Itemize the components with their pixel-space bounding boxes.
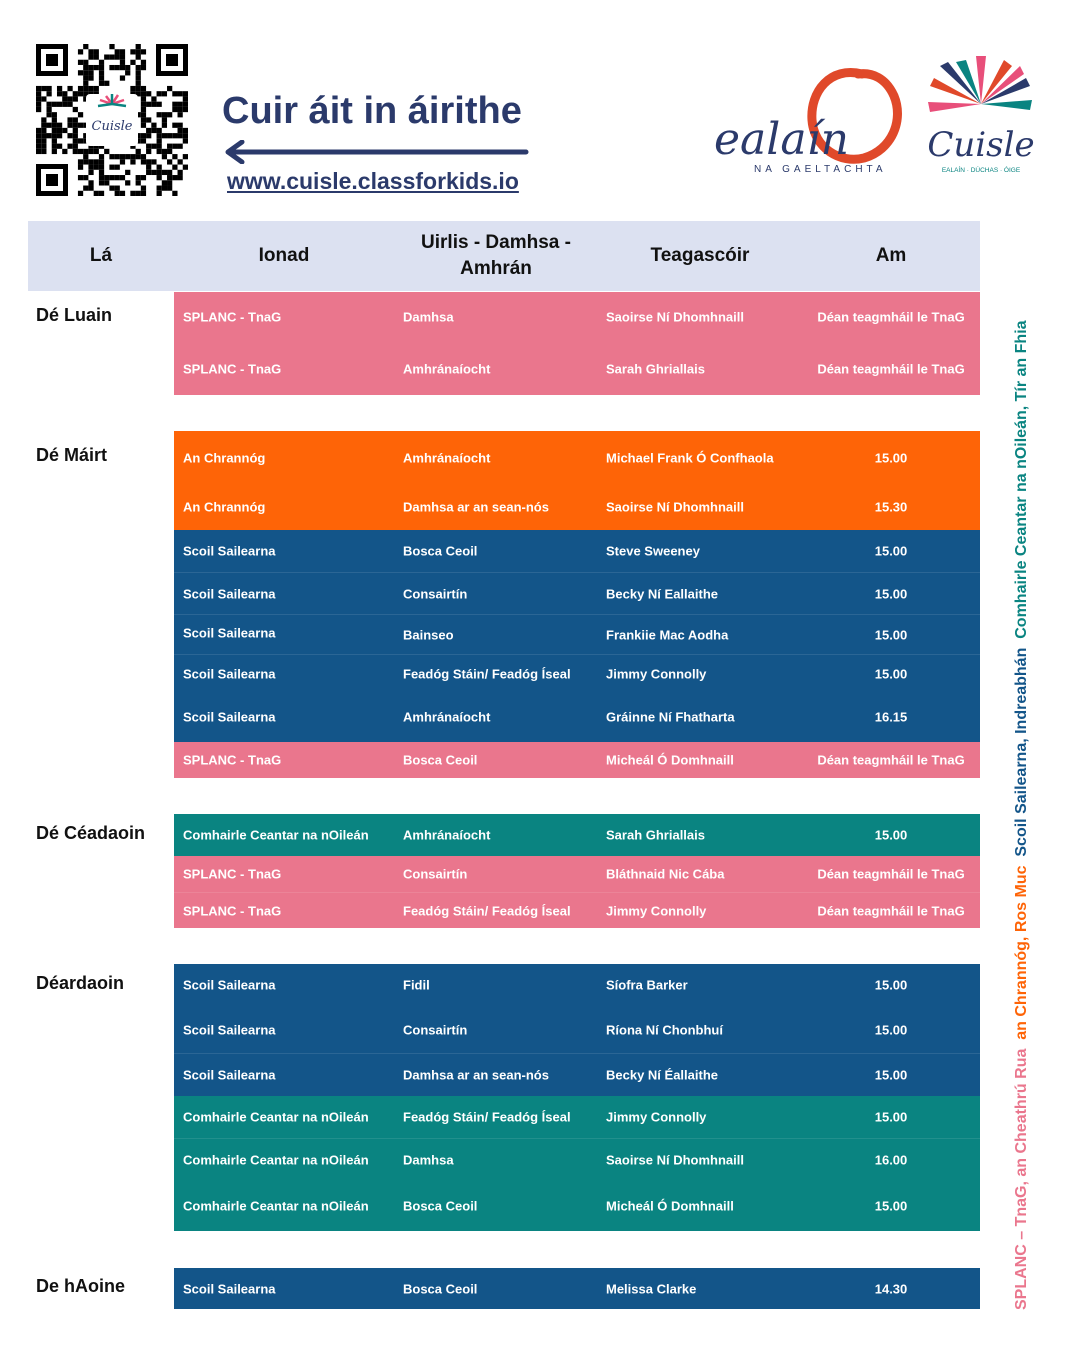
cuisle-burst-icon	[928, 56, 1032, 112]
cell-time: 15.00	[874, 666, 908, 681]
cell-teacher: Saoirse Ní Dhomhnaill	[606, 1152, 744, 1168]
cuisle-logo	[926, 54, 1036, 184]
cell-teacher: Síofra Barker	[606, 977, 688, 993]
schedule-row	[174, 964, 980, 1006]
cell-teacher: Micheál Ó Domhnaill	[606, 752, 734, 768]
cell-instrument: Consairtín	[403, 586, 468, 601]
cell-instrument: Fidil	[403, 977, 430, 993]
cell-venue: An Chrannóg	[183, 499, 266, 515]
cell-venue: Scoil Sailearna	[183, 543, 276, 559]
schedule-row	[174, 1053, 980, 1096]
cell-teacher: Jimmy Connolly	[606, 666, 707, 681]
schedule-row	[174, 572, 980, 614]
cell-instrument: Bainseo	[403, 627, 454, 642]
cell-instrument: Bosca Ceoil	[403, 752, 478, 768]
cell-instrument: Feadóg Stáin/ Feadóg Íseal	[403, 1109, 571, 1125]
cell-time: Déan teagmháil le TnaG	[817, 752, 965, 768]
cell-time: 15.00	[874, 827, 908, 843]
cell-teacher: Saoirse Ní Dhomhnaill	[606, 499, 744, 515]
cell-time: 15.00	[874, 1022, 908, 1037]
ealain-logo-subtext: NA GAELTACHTA	[754, 164, 887, 175]
cell-teacher: Jimmy Connolly	[606, 1109, 707, 1125]
column-header-instrument: Uirlis - Damhsa - Amhrán	[421, 232, 571, 279]
cell-time: Déan teagmháil le TnaG	[817, 866, 965, 882]
cell-venue: An Chrannóg	[183, 450, 266, 465]
cell-venue: Comhairle Ceantar na nOileán	[183, 1152, 369, 1168]
schedule-row	[174, 654, 980, 692]
cell-teacher: Jimmy Connolly	[606, 903, 707, 918]
cell-instrument: Amhránaíocht	[403, 450, 491, 465]
schedule-row	[174, 1181, 980, 1231]
cell-time: 15.00	[874, 977, 908, 993]
schedule-row	[174, 1138, 980, 1181]
cell-instrument: Consairtín	[403, 866, 468, 882]
cell-teacher: Gráinne Ní Fhatharta	[606, 709, 735, 725]
day-label-friday: De hAoine	[36, 1276, 126, 1296]
arrow-left-icon	[222, 140, 530, 164]
cell-time: 15.00	[874, 1198, 908, 1214]
cell-teacher: Micheál Ó Domhnaill	[606, 1198, 734, 1214]
cell-venue: Scoil Sailearna	[183, 1022, 276, 1037]
cell-instrument: Amhránaíocht	[403, 361, 491, 376]
cell-instrument: Feadóg Stáin/ Feadóg Íseal	[403, 903, 571, 918]
cell-teacher: Sarah Ghriallais	[606, 827, 705, 843]
schedule-row	[174, 1268, 980, 1309]
day-label-wednesday: Dé Céadaoin	[36, 823, 146, 843]
cell-venue: Scoil Sailearna	[183, 625, 276, 641]
cell-instrument: Amhránaíocht	[403, 709, 491, 725]
schedule-row	[174, 530, 980, 572]
cell-teacher: Saoirse Ní Dhomhnaill	[606, 309, 744, 325]
cell-time: 15.00	[874, 1109, 908, 1125]
qr-code[interactable]	[36, 44, 188, 196]
page-title: Cuir áit in áirithe	[222, 90, 522, 132]
schedule-row	[174, 342, 980, 395]
cell-time: 16.15	[874, 709, 908, 725]
cell-instrument: Damhsa ar an sean-nós	[403, 499, 549, 515]
schedule-row	[174, 814, 980, 856]
cell-instrument: Feadóg Stáin/ Feadóg Íseal	[403, 666, 571, 681]
day-label-thursday: Déardaoin	[36, 973, 125, 993]
cell-time: 15.00	[874, 1067, 908, 1083]
cell-teacher: Melissa Clarke	[606, 1281, 697, 1296]
cell-time: 15.00	[874, 450, 908, 465]
booking-url-link[interactable]: www.cuisle.classforkids.io	[227, 168, 519, 194]
legend-chrannog: an Chrannóg, Ros Muc	[1013, 865, 1030, 1040]
cell-teacher: Becky Ní Eallaithe	[606, 586, 718, 601]
schedule-row	[174, 1096, 980, 1138]
cell-teacher: Steve Sweeney	[606, 543, 700, 559]
cell-time: 15.30	[874, 499, 908, 515]
cell-teacher: Ríona Ní Chonbhuí	[606, 1022, 723, 1037]
cell-teacher: Sarah Ghriallais	[606, 361, 705, 376]
legend-sailearna: Scoil Sailearna, Indreabhán	[1013, 647, 1030, 857]
cell-instrument: Bosca Ceoil	[403, 1198, 478, 1214]
cell-time: 15.00	[874, 543, 908, 559]
cell-time: Déan teagmháil le TnaG	[817, 903, 965, 918]
cuisle-logo-subtext: EALAÍN · DÚCHAS · ÓIGE	[941, 167, 1021, 174]
legend-comhairle: Comhairle Ceantar na nOileán, Tír an Fhia	[1013, 320, 1030, 639]
schedule-row	[174, 692, 980, 742]
cell-venue: Comhairle Ceantar na nOileán	[183, 1198, 369, 1214]
qr-badge-label: Cuisle	[91, 119, 133, 134]
cell-venue: Scoil Sailearna	[183, 666, 276, 681]
cell-teacher: Michael Frank Ó Confhaola	[606, 450, 774, 465]
day-label-monday: Dé Luain	[36, 305, 113, 325]
column-header-day: Lá	[89, 245, 113, 266]
ealain-na-gaeltachta-logo	[712, 62, 907, 182]
cell-instrument: Bosca Ceoil	[403, 543, 478, 559]
day-label-tuesday: Dé Máirt	[36, 445, 108, 465]
legend-splanc: SPLANC – TnaG, an Cheathrú Rua	[1013, 1048, 1030, 1310]
cell-venue: Scoil Sailearna	[183, 709, 276, 725]
cell-venue: Scoil Sailearna	[183, 977, 276, 993]
cell-venue: Scoil Sailearna	[183, 1281, 276, 1296]
cell-teacher: Becky Ní Éallaithe	[606, 1067, 718, 1083]
schedule-row	[174, 892, 980, 928]
schedule-row	[174, 856, 980, 892]
schedule-row	[174, 1006, 980, 1053]
cell-time: Déan teagmháil le TnaG	[817, 361, 965, 376]
cell-venue: SPLANC - TnaG	[183, 903, 282, 918]
cell-teacher: Frankiie Mac Aodha	[606, 627, 729, 642]
cell-time: Déan teagmháil le TnaG	[817, 309, 965, 325]
venue-legend	[1013, 230, 1031, 1310]
schedule-row	[174, 292, 980, 342]
cell-instrument: Damhsa	[403, 309, 454, 325]
cell-venue: Comhairle Ceantar na nOileán	[183, 827, 369, 843]
cell-time: 15.00	[874, 627, 908, 642]
cell-venue: SPLANC - TnaG	[183, 309, 282, 325]
cell-venue: Comhairle Ceantar na nOileán	[183, 1109, 369, 1125]
cell-venue: Scoil Sailearna	[183, 586, 276, 601]
cell-instrument: Consairtín	[403, 1022, 468, 1037]
cell-instrument: Damhsa ar an sean-nós	[403, 1067, 549, 1083]
cell-teacher: Bláthnaid Nic Cába	[606, 866, 725, 882]
schedule-row	[174, 742, 980, 778]
column-header-venue: Ionad	[258, 245, 310, 266]
cell-time: 14.30	[874, 1281, 908, 1296]
ealain-logo-text: ealaín	[714, 114, 849, 165]
column-header-time: Am	[875, 245, 907, 266]
cell-instrument: Amhránaíocht	[403, 827, 491, 843]
column-header-teacher: Teagascóir	[650, 245, 750, 266]
cuisle-logo-text: Cuisle	[927, 125, 1035, 165]
schedule-row	[174, 431, 980, 484]
cell-instrument: Bosca Ceoil	[403, 1281, 478, 1296]
cell-venue: Scoil Sailearna	[183, 1067, 276, 1083]
schedule-row	[174, 484, 980, 530]
cell-venue: SPLANC - TnaG	[183, 361, 282, 376]
schedule-row	[174, 614, 980, 654]
cell-time: 16.00	[874, 1152, 908, 1168]
cell-venue: SPLANC - TnaG	[183, 866, 282, 882]
cell-venue: SPLANC - TnaG	[183, 752, 282, 768]
cell-instrument: Damhsa	[403, 1152, 454, 1168]
cell-time: 15.00	[874, 586, 908, 601]
table-header	[28, 221, 980, 291]
